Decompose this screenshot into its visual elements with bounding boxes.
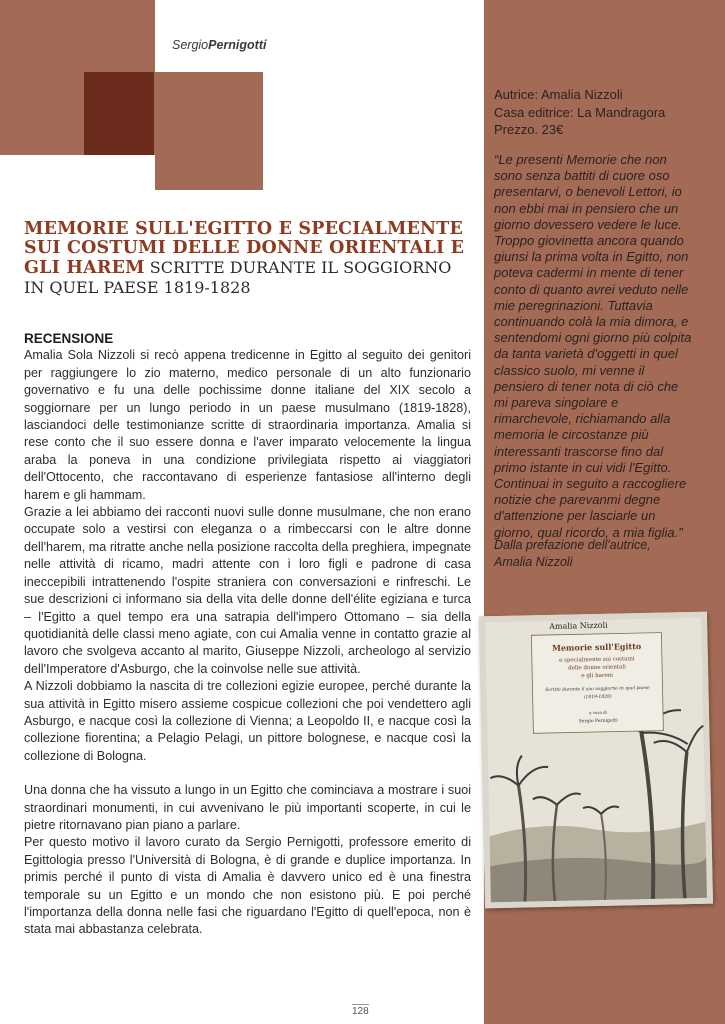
book-publisher: Casa editrice: La Mandragora [494,104,666,120]
book-cover-editor-name: Sergio Pernigotti [578,718,618,725]
review-heading: RECENSIONE [24,331,114,346]
decorative-square-mid [155,72,263,190]
page-number: 128 [352,1006,369,1017]
book-price: Prezzo. 23€ [494,122,564,137]
review-paragraph: Amalia Sola Nizzoli si recò appena tredicenne in Egitto al seguito dei genitori per raggiungere lo zio materno, medico personale di un alto funzionario governativo e fu una delle pochissime donne italiane del XIX secolo a soggiornare per un lungo periodo in un paese musulmano (1819-1828), lasciandoci delle testimonianze scritte di straordinaria importanza. Amalia si rese conto che il suo essere donna e l'aver imparato velocemente la lingua araba la poneva in una condizione privilegiata rispetto ai viaggiatori dell'Ottocento, che raccontavano di esperienze fantasiose all'interno degli harem e gli hammam. [24,348,471,502]
author-first-name: Sergio [172,38,209,52]
review-paragraph: Grazie a lei abbiamo dei racconti nuovi sulle donne musulmane, che non erano occupate solo a vestirsi con eleganza o a rimbeccarsi con le altre donne dell'harem, ma ritratte anche nella posizione raccolta della preghiera, impegnate nelle attività di ricamo, madri attente con i loro figli e padrone di casa ineccepibili intrattenendo l'ospite straniera con conversazioni e rinfreschi. Le sue descrizioni ci informano sia della vita delle donne dell'élite egiziana e turca – l'Egitto a quel tempo era una satrapia dell'impero Ottomano – sia della quotidianità delle classi meno agiate, con cui Amalia venne in contatto grazie al lavoro che svolgeva accanto al marito, Giuseppe Nizzoli, archeologo al servizio dell'Imperatore d'Asburgo, che la coinvolse nelle sue attività. [24,505,471,676]
review-section [24,330,471,939]
author-byline [172,38,266,52]
quote-credit-line-2: Amalia Nizzoli [494,555,573,569]
title-line-2: SUI COSTUMI DELLE DONNE ORIENTALI E [24,238,465,258]
book-cover-author: Amalia Nizzoli [549,620,608,631]
title-line-4: IN QUEL PAESE 1819-1828 [24,278,251,297]
quote-credit-line-1: Dalla prefazione dell'autrice, [494,538,651,552]
review-paragraph: A Nizzoli dobbiamo la nascita di tre collezioni egizie europee, perché durante la sua attività in Egitto misero assieme cospicue collezioni che poi vendettero agli Asburgo, e nacque così la collezione di Vienna; a Leopoldo II, e nacque così la collezione fiorentina; a Pelagio Pelagi, un pittore bolognese, e nacque così la collezione di Bologna. [24,679,471,763]
article-title [24,220,474,297]
book-info [494,86,694,139]
book-cover-title-line: delle donne orientali [568,664,626,672]
book-cover-subtitle: (1819-1828) [583,694,612,701]
book-cover-title-line: e gli harem [581,672,614,680]
book-cover-image [479,612,713,909]
preface-quote: “Le presenti Memorie che non sono senza battiti di cuore oso presentarvi, o benevoli Lettori, io non ebbi mai in pensiero che un giorno dovessero vedere le luce. Troppo giovinetta ancora quando giunsi la prima volta in Egitto, non poteva cadermi in mente di tener conto di quanto avrei veduto nelle mie peregrinazioni. Tuttavia continuando colà la mia dimora, e sentendomi ogni giorno più colpita da tanta varietà d'oggetti in quel classico suolo, mi venne il pensiero di tener nota di ciò che mi pareva singolare e rimarchevole, richiamando alla memoria le circostanze più interessanti trascorse fino dal primo istante in cui vidi l'Egitto. Continuai in seguito a raccogliere notizie che parevanmi degne d'attenzione per lasciarle un giorno, qual ricordo, a mia figlia.” [494,152,692,540]
book-cover-illustration [479,612,713,909]
title-line-3-rest: SCRITTE DURANTE IL SOGGIORNO [144,258,452,277]
quote-credit [494,537,692,571]
title-line-3-strong: GLI HAREM [24,258,145,278]
book-author: Autrice: Amalia Nizzoli [494,87,623,102]
review-paragraph: Una donna che ha vissuto a lungo in un Egitto che cominciava a mostrare i suoi straordinari monumenti, in cui avvenivano le più importanti scoperte, in cui le pietre ritornavano pian piano a parlare. [24,783,471,832]
book-cover-subtitle: Scritte durante il suo soggiorno in quel paese [545,685,650,694]
book-cover-title-line: e specialmente sui costumi [559,656,635,664]
book-cover-editor-label: a cura di [589,709,608,716]
review-paragraph: Per questo motivo il lavoro curato da Sergio Pernigotti, professore emerito di Egittologia presso l'Università di Bologna, è di grande e duplice importanza. In primis perché il punto di vista di Amalia è davvero unico ed è una finestra temporale su un Egitto e un mondo che non esistono più. E poi perché l'importanza della donna nelle fasi che riguardano l'Egitto di quell'epoca, non è stata mai abbastanza celebrata. [24,835,471,937]
book-cover-title-line: Memorie sull'Egitto [551,641,642,653]
title-line-1: MEMORIE SULL'EGITTO E SPECIALMENTE [24,219,464,239]
author-last-name: Pernigotti [208,38,267,52]
decorative-square-dark [84,72,154,155]
